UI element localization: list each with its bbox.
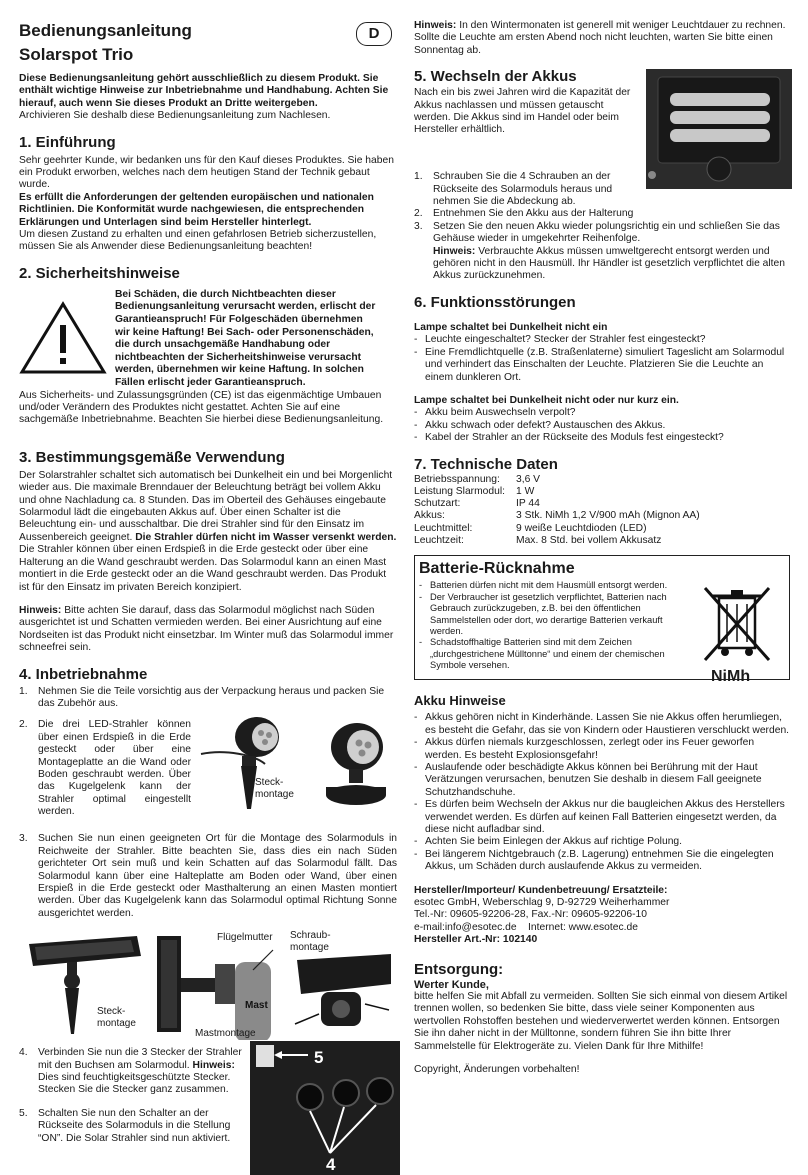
battery-return-item: - Schadstoffhaltige Batterien sind mit dem Zeichen „durchgestrichene Mülltonne“ und einem der chemischen Symbole versehen.: [419, 637, 691, 671]
solar-module-mounting-photos: [19, 928, 397, 1044]
step-5: 5. Schalten Sie nun den Schalter an der Rückseite des Solarmoduls in die Stellung “ON”. Die Solar Strahler sind nun aktiviert.: [19, 1107, 231, 1144]
solar-module-mast-photo: [153, 930, 293, 1040]
setup-steps: [19, 686, 397, 711]
akku-item: - Achten Sie beim Einlegen der Akkus auf richtige Polung.: [414, 836, 790, 848]
spotlight-wall-plate-photo: [311, 711, 395, 815]
battery-return-item: - Der Verbraucher ist gesetzlich verpflichtet, Batterien nach Gebrauch zurückzugeben, z.B. bei den öffentlichen Sammelstellen oder dort, wo derartige Batterien verkauft werden.: [419, 592, 691, 638]
tech-row: Akkus: 3 Stk. NiMh 1,2 V/900 mAh (Mignon AA): [414, 510, 700, 522]
step-4-5-block: [19, 1047, 397, 1175]
battery-compartment-photo: [646, 69, 792, 189]
battery-return-title: Batterie-Rücknahme: [419, 560, 575, 578]
intro-bold: Diese Bedienungsanleitung gehört ausschließlich zu diesem Produkt. Sie enthält wichtige Hinweise zur Inbetriebnahme und Handhabung. Achten Sie hierauf, auch wenn Sie dieses Produkt an Dritte weitergeben.: [19, 73, 389, 109]
step-1: 1. Nehmen Sie die Teile vorsichtig aus der Verpackung heraus und packen Sie das Zubehör aus.: [19, 685, 385, 709]
section-5-intro-block: [414, 87, 790, 159]
battery-return-list: [419, 580, 691, 675]
warning-block: [19, 289, 397, 390]
battery-step-1: 1. Schrauben Sie die 4 Schrauben an der Rückseite des Solarmoduls heraus und nehmen Sie die Abdeckung ab.: [414, 171, 613, 208]
battery-cells: [670, 93, 770, 142]
caption-mastmontage: Mastmontage: [195, 1028, 256, 1040]
tech-data-table: [414, 474, 700, 548]
tech-row: Schutzart: IP 44: [414, 498, 540, 510]
nimh-symbol: NiMh: [711, 668, 751, 686]
fault-2-item: - Akku beim Auswechseln verpolt?: [414, 407, 790, 419]
header: [19, 20, 397, 65]
akku-item: - Es dürfen beim Wechseln der Akkus nur die baugleichen Akkus des Herstellers verwendet werden. Es dürfen auf keinen Fall Batterien eingesetzt werden, da diese nicht aufladbar sind.: [414, 799, 790, 836]
fault-2-list: [414, 407, 790, 444]
section-2-title: 2. Sicherheitshinweise: [19, 264, 180, 282]
manufacturer-article: Hersteller Art.-Nr: 102140: [414, 934, 538, 946]
step-2: 2. Die drei LED-Strahler können über einen Erdspieß in die Erde gesteckt oder über eine Montageplatte an die Wand oder Boden geschraubt werden. Über das Kugelgelenk kann der Strahler optimal eingestellt werden.: [19, 719, 191, 818]
battery-return-box: [414, 555, 790, 686]
battery-step-2: 2. Entnehmen Sie den Akku aus der Halterung: [414, 208, 634, 220]
akku-item: - Auslaufende oder beschädigte Akkus können bei Berührung mit der Haut Verätzungen verursachen, benutzen Sie deshalb in diesem Fall geeignete Schutzhandschuhe.: [414, 762, 790, 799]
section-3-title: 3. Bestimmungsgemäße Verwendung: [19, 448, 285, 466]
language-badge: D: [356, 22, 392, 46]
doc-title: Bedienungsanleitung: [19, 21, 192, 40]
akku-item: - Akkus gehören nicht in Kinderhände. Lassen Sie nie Akkus offen herumliegen, es besteht die Gefahr, das sie von Kindern oder Haustieren verschluckt werden.: [414, 712, 790, 737]
winter-hint: Hinweis: In den Wintermonaten ist generell mit weniger Leuchtdauer zu rechnen. Sollte die Leuchte am ersten Abend noch nicht leuchten, warten Sie bitte einen Sonnentag ab.: [414, 20, 786, 56]
manufacturer-contact: e-mail:info@esotec.de Internet: www.esotec.de: [414, 921, 638, 933]
label-sockets-4: 4: [326, 1155, 336, 1175]
section-2-text: Aus Sicherheits- und Zulassungsgründen (CE) ist das eigenmächtige Umbauen und/oder Verändern des Produktes nicht gestattet. Achten Sie auf eine sachgemäße Inbetriebnahme. Beachten Sie hierbei diese Bedienungsanleitung.: [19, 389, 384, 426]
manufacturer-phone: Tel.-Nr: 09605-92206-28, Fax.-Nr: 09605-92206-10: [414, 909, 647, 921]
fault-1-item: - Leuchte eingeschaltet? Stecker der Strahler fest eingesteckt?: [414, 334, 790, 346]
section-7-title: 7. Technische Daten: [414, 455, 558, 473]
section-4-title: 4. Inbetriebnahme: [19, 665, 148, 683]
manufacturer-title: Hersteller/Importeur/ Kundenbetreuung/ Ersatzteile:: [414, 884, 668, 896]
step-2-block: [19, 719, 397, 819]
solar-module-wall-photo: [291, 954, 395, 1044]
step-3: 3. Suchen Sie nun einen geeigneten Ort für die Montage des Solarmoduls in Reichweite der Strahler. Bitte beachten Sie, dass dies ein nach Süden gerichteter Ort sein muß und kein Schatten auf das Solarmodul fällt. Das Solarmodul kann über eine Halteplatte am Boden oder Wand, über einen Erspieß in die Erde gesteckt oder Masthalterung an einen Masten montiert werden. Über das Kugelgelenk kann das Solarmodul optimal Richtung Sonne ausgerichtet werden.: [19, 833, 397, 919]
warning-triangle-icon: [19, 301, 107, 375]
tech-row: Leistung Slarmodul: 1 W: [414, 485, 535, 497]
product-name: Solarspot Trio: [19, 45, 134, 64]
warning-text: Bei Schäden, die durch Nichtbeachten dieser Bedienungsanleitung verursacht werden, erlischt der Garantieanspruch! Für Folgeschäden übernehmen wir keine Haftung! Bei Sach- oder Personenschäden, die durch unsachgemäße Handhabung oder nichtbeachten der Sicherheitshinweise verursacht werden, übernehmen wir keine Haftung. In solchen Fällen erlischt jeder Garantieanspruch.: [115, 288, 376, 389]
section-1-bold: Es erfüllt die Anforderungen der geltenden europäischen und nationalen Richtlinien. Die Konformität wurde nachgewiesen, die entsprechenden Erklärungen und Unterlagen sind beim Hersteller hinterlegt.: [19, 191, 374, 228]
akku-title: Akku Hinweise: [414, 693, 506, 709]
solar-module-sockets-photo: [250, 1041, 400, 1175]
akku-item: - Bei längerem Nichtgebrauch (z.B. Lagerung) entnehmen Sie die eingelegten Akkus, um Schäden durch auslaufende Akkus zu vermeiden.: [414, 849, 790, 874]
tech-row: Leuchtzeit: Max. 8 Std. bei vollem Akkusatz: [414, 535, 662, 547]
battery-step-3: 3. Setzen Sie den neuen Akku wieder polungsrichtig ein und schließen Sie das Gehäuse wieder in umgekehrter Reihenfolge.: [414, 220, 780, 245]
label-switch-5: 5: [314, 1048, 324, 1068]
akku-item: - Akkus dürfen niemals kurzgeschlossen, zerlegt oder ins Feuer geworfen werden. Es besteht Explosionsgefahr!: [414, 737, 790, 762]
battery-hint: Hinweis: Verbrauchte Akkus müssen umweltgerecht entsorgt werden und gehören nicht in den Hausmüll. Ihr Händler ist gesetzlich verpflichtet die alten Akkus zurückzunehmen.: [433, 245, 785, 282]
fault-1-list: [414, 334, 790, 384]
fault-2-item: - Akku schwach oder defekt? Austauschen des Akkus.: [414, 420, 790, 432]
caption-schraubmontage: Schraub-montage: [290, 930, 331, 954]
section-1-title: 1. Einführung: [19, 133, 116, 151]
crossed-bin-symbol: [697, 580, 781, 686]
akku-list: [414, 712, 790, 873]
disposal-text: bitte helfen Sie mit Abfall zu vermeiden. Sollten Sie sich einmal von diesem Artikel trennen wollen, so bedenken Sie bitte, dass viele seiner Komponenten aus wertvollen Rohstoffen bestehen und wiederverwertet werden können. Entsorgen Sie ihn daher nicht in der Mülltonne, sondern führen Sie ihn bitte Ihrer Sammelstelle für Elektrogeräte zu. Vielen Dank für Ihre Mithilfe!: [414, 991, 788, 1052]
caption-steckmontage: Steck-montage: [255, 777, 294, 801]
section-3-warning: Die Strahler dürfen nicht im Wasser versenkt werden.: [135, 531, 397, 543]
left-column: [19, 20, 397, 1175]
right-column: [414, 20, 790, 1076]
fault-2-title: Lampe schaltet bei Dunkelheit nicht oder nur kurz ein.: [414, 394, 679, 406]
disposal-title: Entsorgung:: [414, 960, 504, 978]
section-5-text: Nach ein bis zwei Jahren wird die Kapazität der Akkus nachlassen und müssen getauscht werden. Die Akkus sind im Handel oder beim Hersteller erhältlich.: [414, 87, 631, 136]
section-3-text: Der Solarstrahler schaltet sich automatisch bei Dunkelheit ein und bei Morgenlicht wieder aus. Die maximale Brenndauer der Beleuchtung beträgt bei vollem Akku und ohne Nachladung ca. 8 Stunden. Das im Oberteil des Gehäuses eingebaute Solarmodul lädt die eingebauten Akkus auf. Über einen Schalter ist die Beleuchtung ein- und ausschaltbar. Die drei Strahler sind für den Einsatz im Aussenbereich geeignet. Die Strahler dürfen nicht im Wasser versenkt werden. Die Strahler können über einen Erdspieß in die Erde gesteckt oder über eine Halterung an die Wand geschraubt werden. Das Solarmodul kann an einen Mast montiert in die Erde gesteckt oder an die Wand geschraubt werden. Das Produkt ist für den Einsatz im privaten Bereich konzipiert.: [19, 469, 397, 593]
tech-row: Leuchtmittel: 9 weiße Leuchtdioden (LED): [414, 522, 647, 534]
section-1-text-2: Um diesen Zustand zu erhalten und einen gefahrlosen Betrieb sicherzustellen, müssen Sie als Anwender diese Bedienungsanleitung beachten!: [19, 229, 377, 253]
disposal-subtitle: Werter Kunde,: [414, 978, 489, 991]
section-5-title: 5. Wechseln der Akkus: [414, 68, 577, 86]
manufacturer-address: esotec GmbH, Weberschlag 9, D-92729 Weiherhammer: [414, 897, 670, 908]
caption-mast: Mast: [245, 1000, 268, 1012]
fault-1-title: Lampe schaltet bei Dunkelheit nicht ein: [414, 321, 608, 333]
caption-fluegelmutter: Flügelmutter: [217, 932, 273, 944]
section-1-text: Sehr geehrter Kunde, wir bedanken uns für den Kauf dieses Produktes. Sie haben ein Produkt erworben, welches nach dem heutigen Stand der Technik gebaut wurde.: [19, 154, 394, 191]
tech-row: Betriebsspannung: 3,6 V: [414, 473, 541, 485]
fault-2-item: - Kabel der Strahler an der Rückseite des Moduls fest eingesteckt?: [414, 432, 790, 444]
section-3-hint: Hinweis: Bitte achten Sie darauf, dass das Solarmodul möglichst nach Süden ausgerichtet ist und Schatten vermieden werden. Bei einer Ausrichtung auf eine Nordseiten ist das Produkt nicht einsetzbar. Im Winter muß das Solarmodul immer schneefrei sein.: [19, 604, 394, 654]
caption-steckmontage-2: Steck-montage: [97, 1006, 136, 1030]
copyright: Copyright, Änderungen vorbehalten!: [414, 1064, 580, 1076]
intro-text: Archivieren Sie deshalb diese Bedienungsanleitung zum Nachlesen.: [19, 110, 331, 122]
battery-return-item: - Batterien dürfen nicht mit dem Hausmüll entsorgt werden.: [419, 580, 691, 591]
fault-1-item: - Eine Fremdlichtquelle (z.B. Straßenlaterne) simuliert Tageslicht am Solarmodul und verhindert das Einschalten der Leuchte. Platzieren Sie die Leuchte an einem dunkleren Ort.: [414, 347, 790, 384]
section-6-title: 6. Funktionsstörungen: [414, 293, 576, 311]
step-4: 4. Verbinden Sie nun die 3 Stecker der Strahler mit den Buchsen am Solarmodul. Hinweis: Dies sind feuchtigkeitsgeschützte Stecker. Stecken Sie die Stecker ganz zusammen.: [19, 1047, 242, 1096]
crossed-out-bin-icon: [697, 580, 777, 670]
